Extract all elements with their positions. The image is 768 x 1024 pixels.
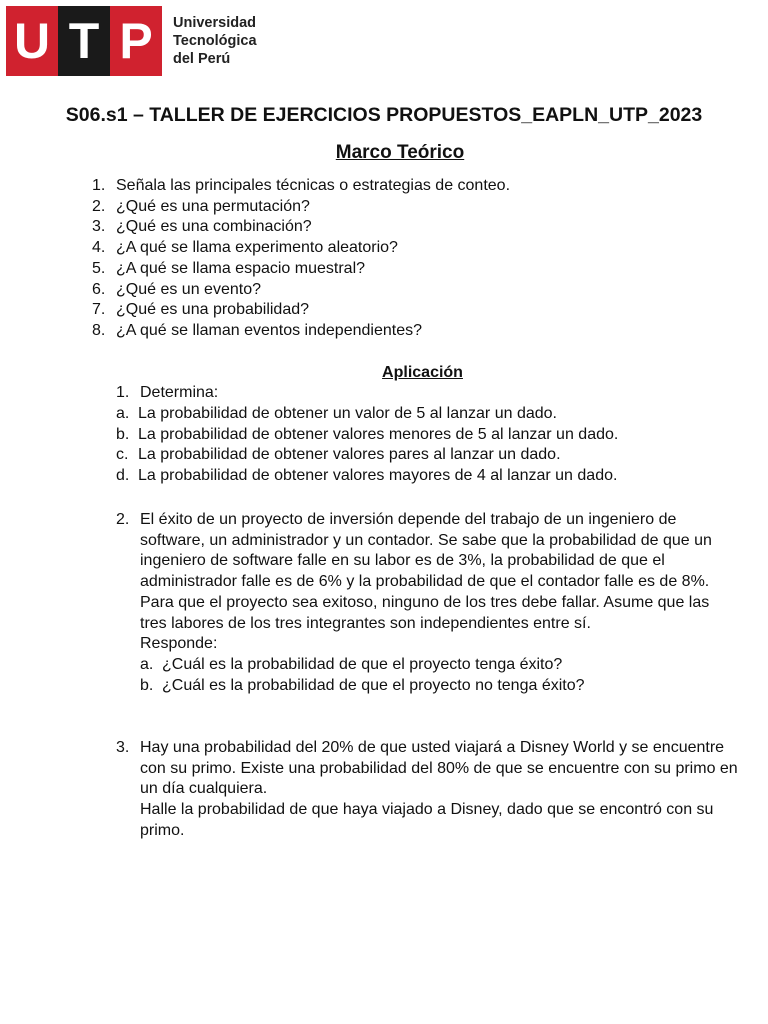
sub-text: ¿Cuál es la probabilidad de que el proyecto tenga éxito? [162, 655, 563, 673]
utp-logo [6, 6, 257, 76]
item-number: 8. [92, 321, 106, 339]
theory-item [92, 280, 510, 301]
theory-heading: Marco Teórico [335, 142, 465, 163]
item-text: ¿Qué es una permutación? [116, 197, 310, 215]
logo-name-line-3: del Perú [173, 51, 231, 67]
item-number: 6. [92, 280, 106, 298]
item-text: ¿A qué se llaman eventos independientes? [116, 321, 422, 339]
theory-list [92, 176, 510, 342]
sub-letter: d. [116, 467, 130, 485]
sub-text: La probabilidad de obtener valores mayores de 4 al lanzar un dado. [138, 467, 618, 485]
logo-letter-t: T [58, 6, 110, 76]
sub-text: ¿Cuál es la probabilidad de que el proyecto no tenga éxito? [162, 676, 585, 694]
sub-text: La probabilidad de obtener un valor de 5 al lanzar un dado. [138, 405, 557, 422]
sub-text: La probabilidad de obtener valores menores de 5 al lanzar un dado. [138, 425, 619, 443]
item-text: ¿Qué es una combinación? [116, 218, 312, 236]
sub-text: La probabilidad de obtener valores pares al lanzar un dado. [138, 446, 561, 464]
question-2-subitems [140, 655, 740, 696]
question-number: 2. [116, 511, 130, 528]
item-number: 3. [92, 218, 106, 236]
logo-university-name [173, 14, 257, 68]
application-heading: Aplicación [382, 364, 463, 381]
sub-item [116, 466, 618, 487]
item-number: 7. [92, 301, 106, 319]
theory-item [92, 176, 510, 197]
item-text: ¿A qué se llama experimento aleatorio? [116, 239, 398, 257]
sub-item [140, 655, 740, 676]
item-number: 4. [92, 239, 106, 257]
theory-item [92, 217, 510, 238]
logo-letter-u: U [6, 6, 58, 76]
sub-item [140, 676, 740, 697]
question-text: El éxito de un proyecto de inversión depende del trabajo de un ingeniero de software, un administrador y un contador. Se sabe que la probabilidad de que un ingeniero de software falle en su labor es de 3%, la probabilidad de que el administrador falle es de 6% y la probabilidad de que el contador falle es de 8%. Para que el proyecto sea exitoso, ninguno de los tres debe fallar. Asume que las tres labores de los tres integrantes son independientes entre sí. [140, 511, 712, 632]
sub-letter: c. [116, 446, 129, 464]
question-text: Determina: [140, 384, 219, 401]
question-text-2: Halle la probabilidad de que haya viajado a Disney, dado que se encontró con su primo. [140, 801, 714, 839]
question-text: Hay una probabilidad del 20% de que usted viajará a Disney World y se encuentre con su primo. Existe una probabilidad del 80% de que se encuentre con su primo en un día cualquiera. [140, 739, 738, 798]
item-text: ¿Qué es una probabilidad? [116, 301, 310, 319]
item-number: 2. [92, 197, 106, 215]
question-1-subitems [116, 404, 618, 487]
item-text: ¿Qué es un evento? [116, 280, 261, 298]
question-3 [116, 738, 756, 842]
sub-letter: a. [116, 405, 130, 422]
item-text: Señala las principales técnicas o estrategias de conteo. [116, 177, 511, 194]
item-number: 1. [92, 177, 106, 194]
question-1 [116, 383, 218, 404]
sub-letter: b. [116, 425, 130, 443]
logo-name-line-1: Universidad [173, 15, 256, 31]
item-text: ¿A qué se llama espacio muestral? [116, 259, 366, 277]
logo-letter-p: P [110, 6, 162, 76]
theory-item [92, 238, 510, 259]
question-number: 1. [116, 384, 130, 401]
sub-item [116, 445, 618, 466]
theory-item [92, 321, 510, 342]
theory-item [92, 300, 510, 321]
item-number: 5. [92, 259, 106, 277]
sub-letter: a. [140, 655, 154, 673]
question-2 [116, 510, 756, 696]
document-title: S06.s1 – TALLER DE EJERCICIOS PROPUESTOS_EAPLN_UTP_2023 [65, 104, 703, 126]
sub-item [116, 425, 618, 446]
sub-item [116, 404, 618, 425]
question-prompt: Responde: [140, 635, 218, 653]
sub-letter: b. [140, 676, 154, 694]
theory-item [92, 259, 510, 280]
theory-item [92, 197, 510, 218]
question-number: 3. [116, 739, 130, 756]
logo-name-line-2: Tecnológica [173, 33, 257, 49]
